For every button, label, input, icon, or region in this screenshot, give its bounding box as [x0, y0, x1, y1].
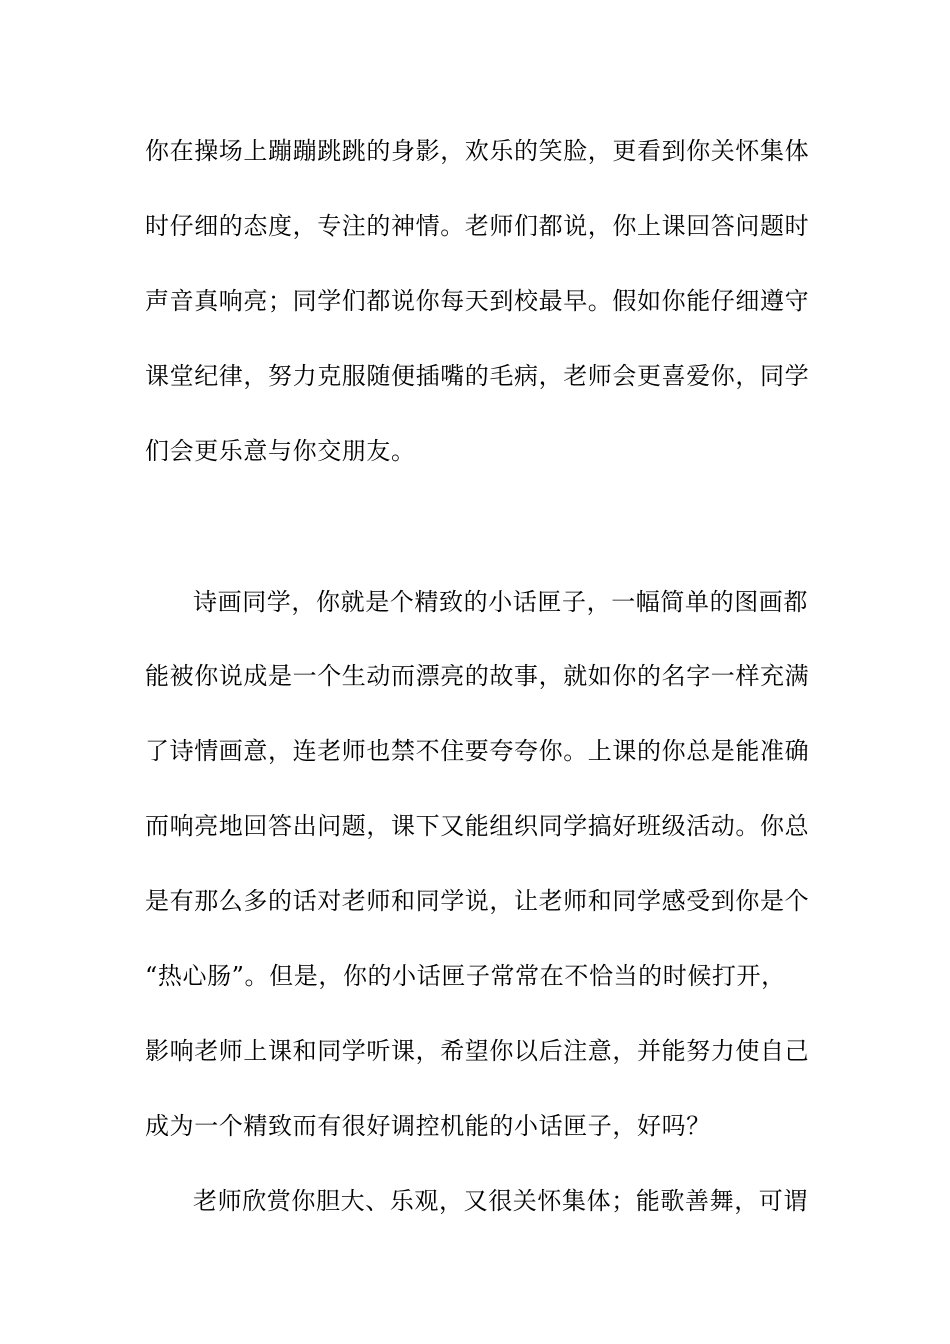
text-line: 声音真响亮；同学们都说你每天到校最早。假如你能仔细遵守 [145, 287, 810, 315]
text-line: 诗画同学，你就是个精致的小话匣子，一幅简单的图画都 [193, 588, 808, 616]
text-line: 而响亮地回答出问题，课下又能组织同学搞好班级活动。你总 [145, 812, 810, 840]
text-line: 能被你说成是一个生动而漂亮的故事，就如你的名字一样充满 [145, 662, 810, 690]
text-line: 了诗情画意，连老师也禁不住要夸夸你。上课的你总是能准确 [145, 737, 810, 765]
text-line: 你在操场上蹦蹦跳跳的身影，欢乐的笑脸，更看到你关怀集体 [145, 137, 810, 165]
text-line: 影响老师上课和同学听课，希望你以后注意，并能努力使自己 [145, 1037, 810, 1065]
text-line: “热心肠”。但是，你的小话匣子常常在不恰当的时候打开， [145, 962, 786, 990]
text-line: 老师欣赏你胆大、乐观，又很关怀集体；能歌善舞，可谓 [193, 1187, 808, 1215]
text-line: 是有那么多的话对老师和同学说，让老师和同学感受到你是个 [145, 887, 810, 915]
text-line: 们会更乐意与你交朋友。 [145, 437, 416, 465]
text-line: 成为一个精致而有很好调控机能的小话匣子，好吗？ [145, 1112, 711, 1140]
text-line: 时仔细的态度，专注的神情。老师们都说，你上课回答问题时 [145, 212, 810, 240]
text-line: 课堂纪律，努力克服随便插嘴的毛病，老师会更喜爱你，同学 [145, 362, 810, 390]
